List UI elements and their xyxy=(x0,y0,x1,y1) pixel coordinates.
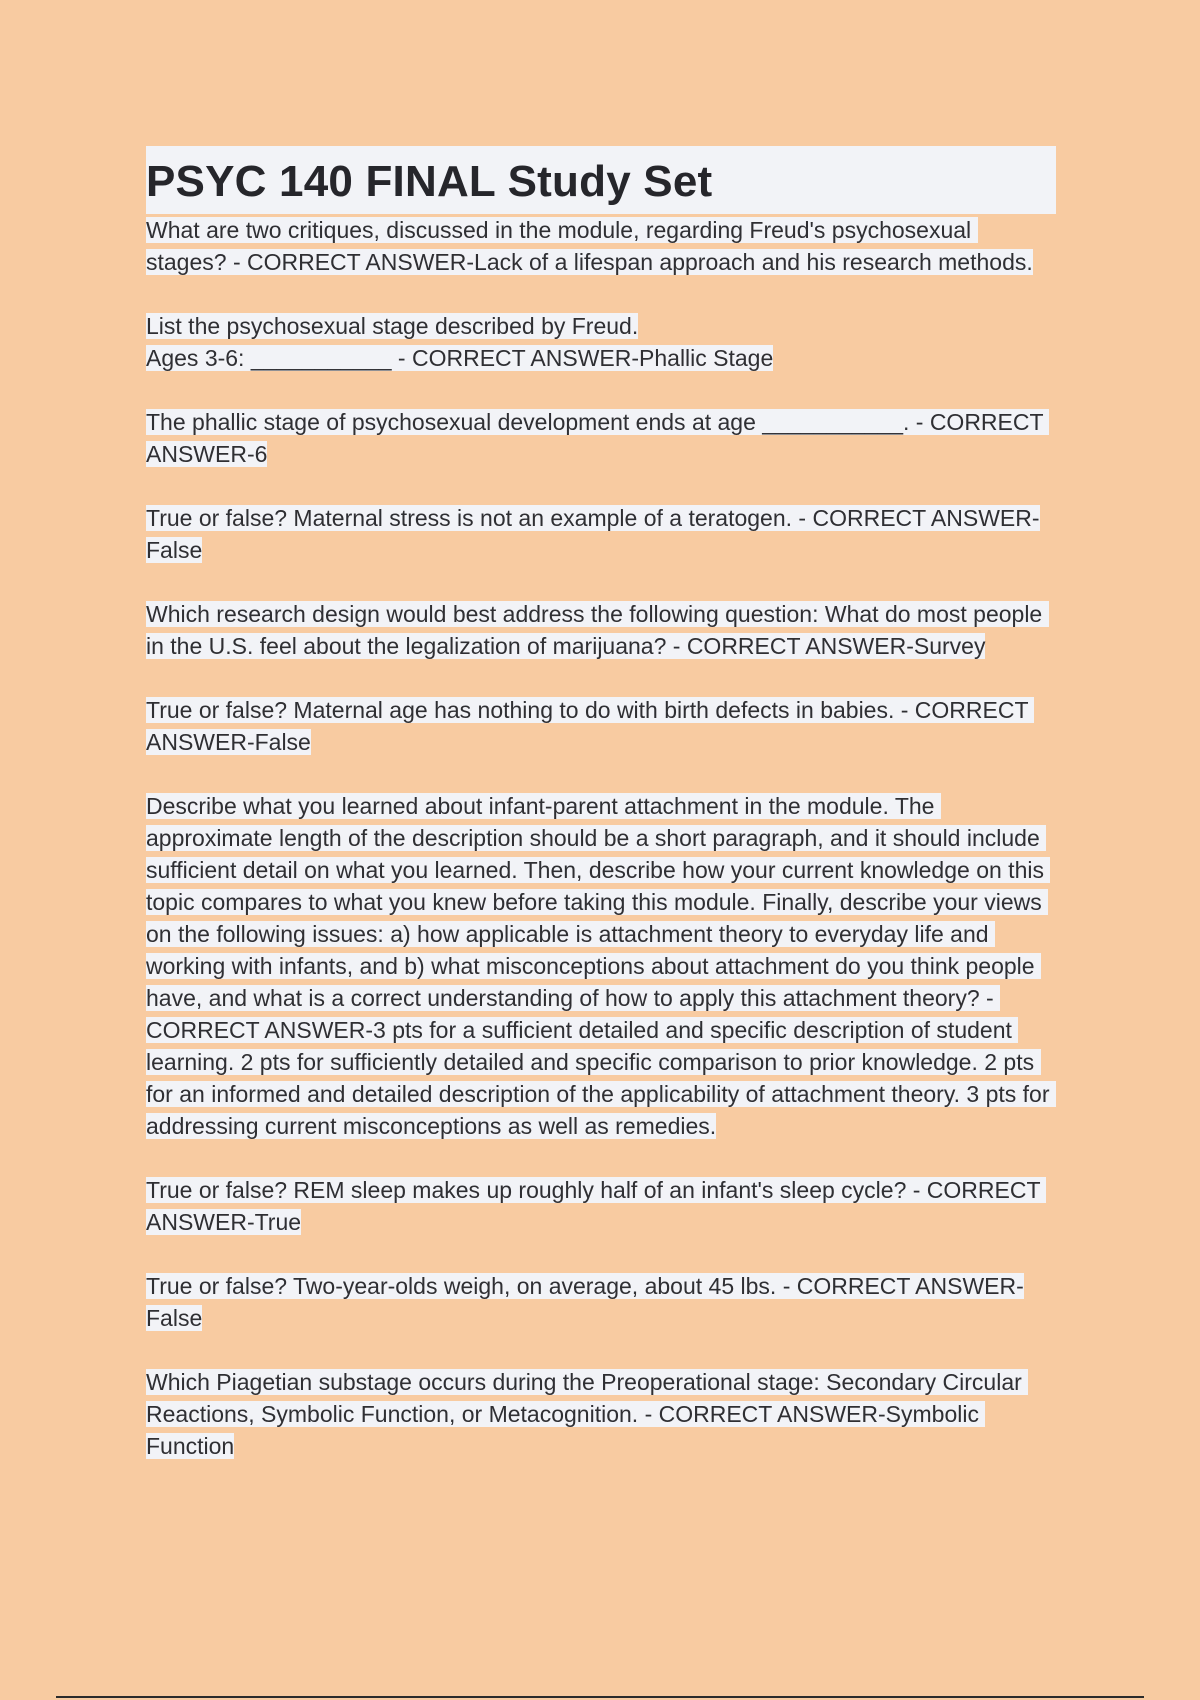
qa-item xyxy=(146,502,1056,566)
qa-item xyxy=(146,214,1056,278)
qa-text: Which Piagetian substage occurs during the Preoperational stage: Secondary Circular Reactions, Symbolic Function, or Metacognition. - CORRECT ANSWER-Symbolic Function xyxy=(146,1369,1029,1459)
footer-divider xyxy=(56,1696,1144,1698)
qa-item xyxy=(146,310,1056,374)
qa-item xyxy=(146,1270,1056,1334)
document-page xyxy=(146,146,1056,1494)
qa-text: True or false? REM sleep makes up roughly half of an infant's sleep cycle? - CORRECT ANSWER-True xyxy=(146,1177,1046,1235)
page-title: PSYC 140 FINAL Study Set xyxy=(146,157,713,206)
qa-item xyxy=(146,694,1056,758)
qa-item xyxy=(146,406,1056,470)
qa-item xyxy=(146,1366,1056,1462)
qa-text: List the psychosexual stage described by Freud. Ages 3-6: ___________ - CORRECT ANSWER-Phallic Stage xyxy=(146,313,774,371)
qa-text: True or false? Maternal stress is not an example of a teratogen. - CORRECT ANSWER-False xyxy=(146,505,1040,563)
qa-item xyxy=(146,1174,1056,1238)
qa-item xyxy=(146,598,1056,662)
qa-text: What are two critiques, discussed in the module, regarding Freud's psychosexual stages? - CORRECT ANSWER-Lack of a lifespan approach and his research methods. xyxy=(146,217,1033,275)
qa-text: Which research design would best address the following question: What do most people in the U.S. feel about the legalization of marijuana? - CORRECT ANSWER-Survey xyxy=(146,601,1049,659)
qa-text: The phallic stage of psychosexual development ends at age ___________. - CORRECT ANSWER-6 xyxy=(146,409,1049,467)
qa-text: True or false? Two-year-olds weigh, on average, about 45 lbs. - CORRECT ANSWER-False xyxy=(146,1273,1024,1331)
question-list xyxy=(146,214,1056,1462)
qa-text: Describe what you learned about infant-parent attachment in the module. The approximate length of the description should be a short paragraph, and it should include sufficient detail on what you learned. Then, describe how your current knowledge on this topic compares to what you knew before taking this module. Finally, describe your views on the following issues: a) how applicable is attachment theory to everyday life and working with infants, and b) what misconceptions about attachment do you think people have, and what is a correct understanding of how to apply this attachment theory? - CORRECT ANSWER-3 pts for a sufficient detailed and specific description of student learning. 2 pts for sufficiently detailed and specific comparison to prior knowledge. 2 pts for an informed and detailed description of the applicability of attachment theory. 3 pts for addressing current misconceptions as well as remedies. xyxy=(146,793,1056,1139)
qa-text: True or false? Maternal age has nothing to do with birth defects in babies. - CORRECT ANSWER-False xyxy=(146,697,1034,755)
title-bar xyxy=(146,146,1056,214)
qa-item xyxy=(146,790,1056,1142)
